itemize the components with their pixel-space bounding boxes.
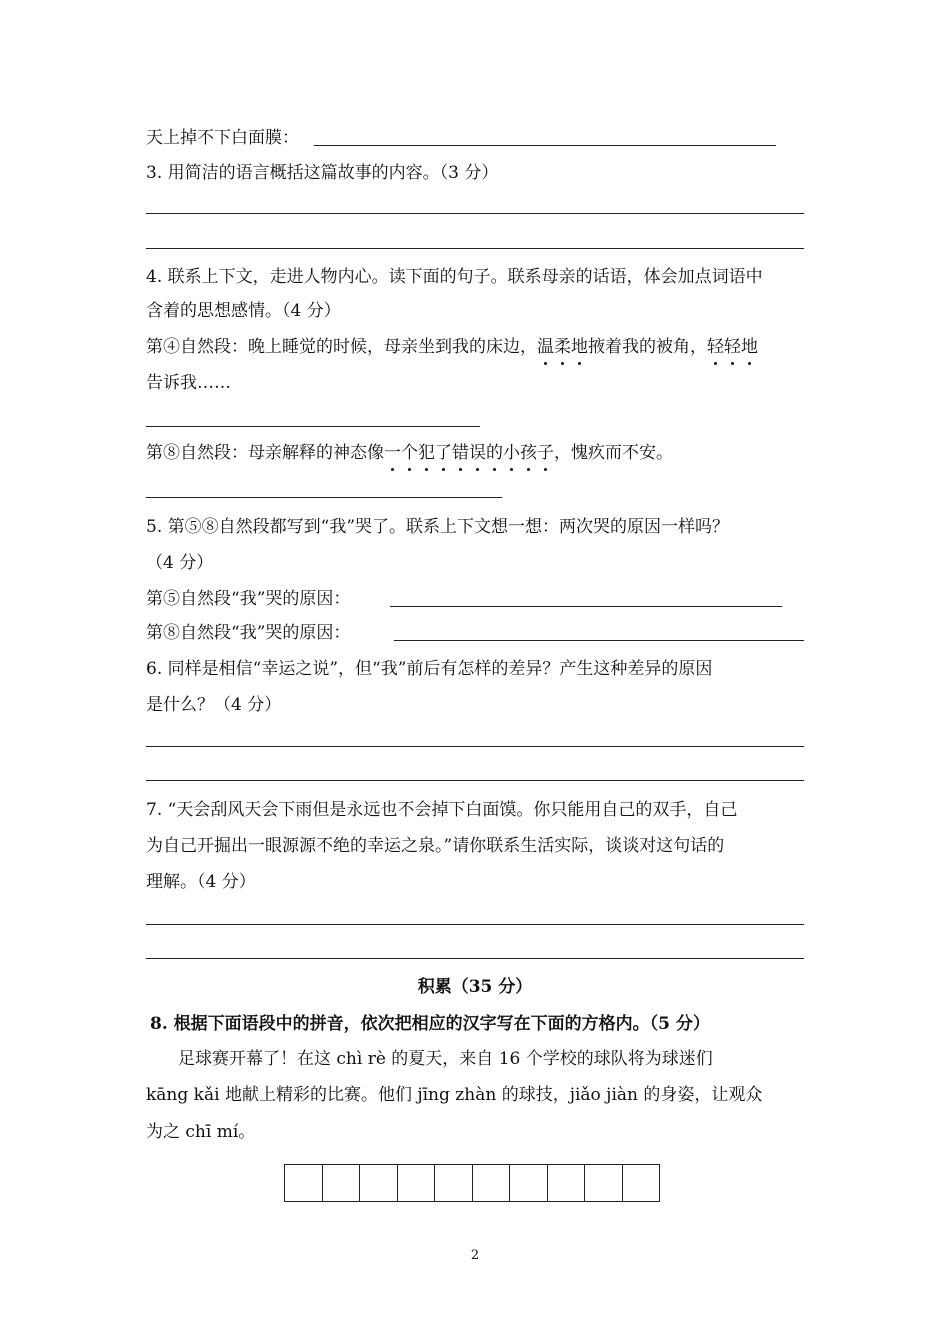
answer-cell[interactable]	[623, 1164, 661, 1202]
q5-answer-a-line[interactable]	[390, 606, 782, 607]
dotted-char: 小	[503, 443, 520, 463]
q4-question-line-2: 含着的思想感情。（4 分）	[146, 301, 341, 321]
q5-answer-a-label: 第⑤自然段“我”哭的原因：	[146, 589, 351, 609]
q7-answer-line-2[interactable]	[146, 958, 804, 959]
dotted-char: 孩	[520, 443, 537, 463]
q4-sentence-1	[146, 336, 758, 358]
dotted-char: 犯	[418, 443, 435, 463]
answer-cell[interactable]	[548, 1164, 586, 1202]
q5-question-line-1: 5. 第⑤⑧自然段都写到“我”哭了。联系上下文想一想：两次哭的原因一样吗？	[146, 517, 730, 537]
q4-answer-line-2[interactable]	[146, 497, 502, 498]
q6-answer-line-2[interactable]	[146, 780, 804, 781]
q7-question-line-2: 为自己开掘出一眼源源不绝的幸运之泉。”请你联系生活实际，谈谈对这句话的	[146, 836, 725, 856]
q4-s2-prefix: 第⑧自然段：母亲解释的神态像	[146, 443, 384, 463]
dotted-char: 错	[452, 443, 469, 463]
q7-question-line-3: 理解。（4 分）	[146, 872, 256, 892]
dotted-char: 误	[469, 443, 486, 463]
dotted-char: 了	[435, 443, 452, 463]
dotted-char: 的	[486, 443, 503, 463]
q6-question-line-2: 是什么？（4 分）	[146, 695, 282, 715]
page-number: 2	[470, 1248, 480, 1263]
q7-answer-line-1[interactable]	[146, 924, 804, 925]
section-title: 积累（35 分）	[417, 977, 533, 997]
q3-answer-line-2[interactable]	[146, 248, 804, 249]
q8-title: 8. 根据下面语段中的拼音，依次把相应的汉字写在下面的方格内。（5 分）	[150, 1014, 710, 1034]
q3-answer-line-1[interactable]	[146, 213, 804, 214]
answer-cell[interactable]	[285, 1164, 323, 1202]
answer-cell[interactable]	[323, 1164, 361, 1202]
dotted-char: 轻	[724, 337, 741, 357]
q4-s1-middle: 掖着我的被角，	[588, 337, 707, 357]
answer-cell[interactable]	[510, 1164, 548, 1202]
q5-answer-b-line[interactable]	[394, 640, 804, 641]
q4-answer-line-1[interactable]	[146, 426, 480, 427]
dotted-char: 一	[384, 443, 401, 463]
answer-cell[interactable]	[398, 1164, 436, 1202]
q8-paragraph-line-1: 足球赛开幕了！在这 chì rè 的夏天，来自 16 个学校的球队将为球迷们	[178, 1049, 713, 1069]
answer-cell[interactable]	[435, 1164, 473, 1202]
dotted-char: 个	[401, 443, 418, 463]
dotted-char: 轻	[707, 337, 724, 357]
answer-cell[interactable]	[473, 1164, 511, 1202]
q3-question: 3. 用简洁的语言概括这篇故事的内容。（3 分）	[146, 163, 499, 183]
dotted-char: 柔	[554, 337, 571, 357]
q2-answer-line[interactable]	[314, 145, 776, 146]
q5-answer-b-label: 第⑧自然段“我”哭的原因：	[146, 623, 351, 643]
answer-cell[interactable]	[585, 1164, 623, 1202]
q7-question-line-1: 7. “天会刮风天会下雨但是永远也不会掉下白面馍。你只能用自己的双手，自己	[146, 800, 738, 820]
dotted-char: 地	[571, 337, 588, 357]
q6-answer-line-1[interactable]	[146, 746, 804, 747]
q4-sentence-1-line-2: 告诉我……	[146, 373, 231, 393]
q8-paragraph-line-2: kāng kǎi 地献上精彩的比赛。他们 jīng zhàn 的球技，jiǎo jiàn 的身姿，让观众	[146, 1085, 763, 1105]
q6-question-line-1: 6. 同样是相信“幸运之说”，但“我”前后有怎样的差异？产生这种差异的原因	[146, 659, 713, 679]
q4-s1-prefix: 第④自然段：晚上睡觉的时候，母亲坐到我的床边，	[146, 337, 537, 357]
q4-sentence-2	[146, 442, 673, 464]
q2-tail-label: 天上掉不下白面膜：	[146, 128, 299, 148]
q5-question-line-2: （4 分）	[146, 553, 214, 573]
dotted-char: 子	[537, 443, 554, 463]
dotted-char: 温	[537, 337, 554, 357]
q8-paragraph-line-3: 为之 chī mí。	[146, 1122, 256, 1142]
q4-question-line-1: 4. 联系上下文，走进人物内心。读下面的句子。联系母亲的话语，体会加点词语中	[146, 267, 763, 287]
q4-s2-suffix: ，愧疚而不安。	[554, 443, 673, 463]
dotted-char: 地	[741, 337, 758, 357]
answer-cell[interactable]	[360, 1164, 398, 1202]
answer-grid	[284, 1164, 660, 1202]
